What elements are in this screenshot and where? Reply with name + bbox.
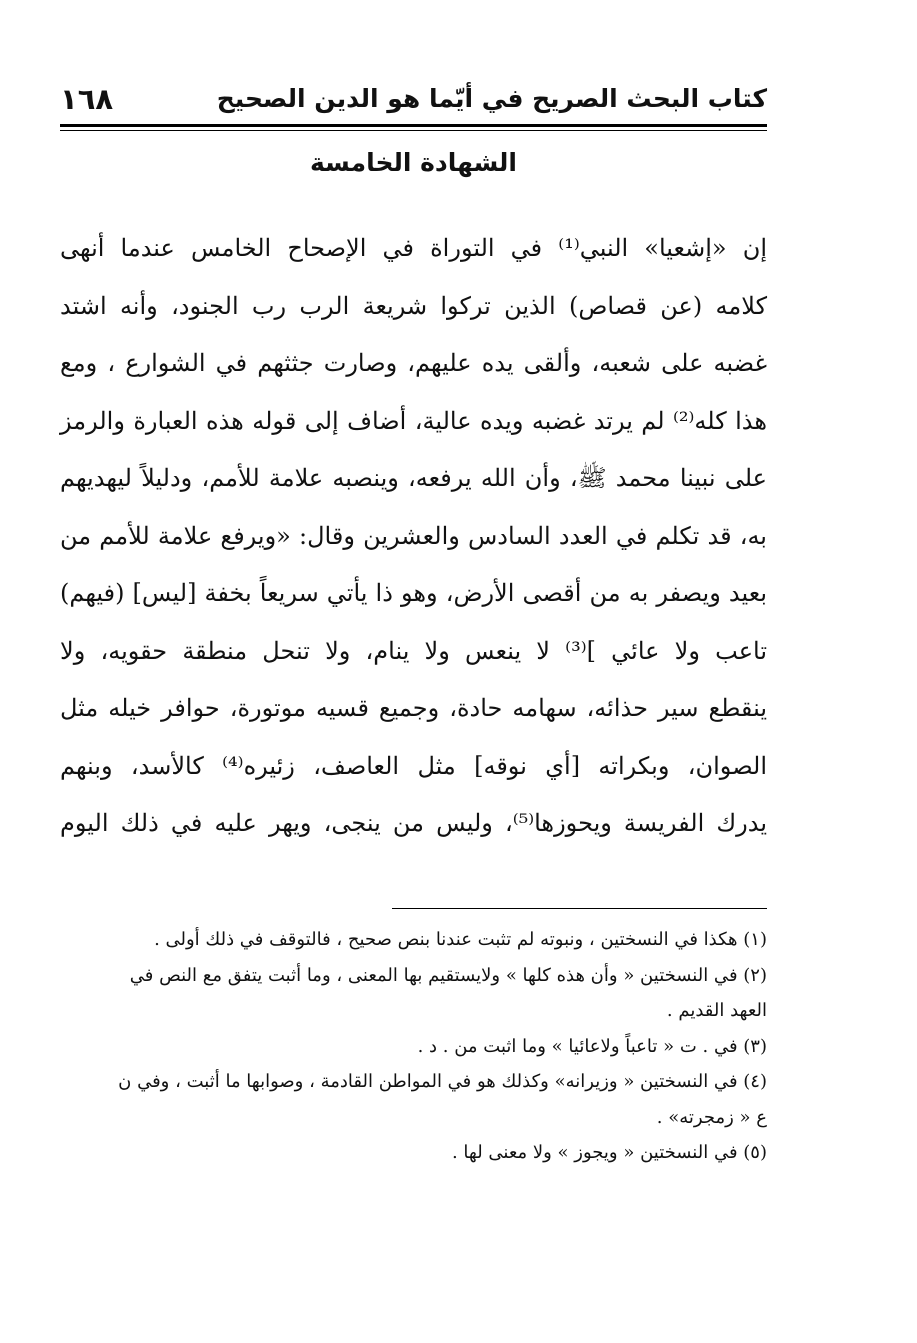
book-title: كتاب البحث الصريح في أيّما هو الدين الصحيح — [216, 84, 767, 113]
text-line: ينقطع سير حذائه، سهامه حادة، وجميع قسيه موتورة، حوافر خيله مثل — [60, 694, 767, 722]
text-line: هذا كله⁽²⁾ لم يرتد غضبه ويده عالية، أضاف إلى قوله هذه العبارة والرمز — [60, 406, 767, 435]
page-number: ١٦٨ — [60, 82, 114, 116]
text-line: به، قد تكلم في العدد السادس والعشرين وقال: «ويرفع علامة للأمم من — [60, 521, 767, 550]
main-text — [60, 220, 767, 853]
text-line: بعيد ويصفر به من أقصى الأرض، وهو ذا يأتي سريعاً بخفة [ليس] (فيهم) — [60, 579, 767, 607]
text-line: كلامه (عن قصاص) الذين تركوا شريعة الرب رب الجنود، وأنه اشتد — [60, 291, 767, 320]
text-line: غضبه على شعبه، وألقى يده عليهم، وصارت جثثهم في الشوارع ، ومع — [60, 349, 767, 377]
text-line: يدرك الفريسة ويحوزها⁽⁵⁾، وليس من ينجى، ويهر عليه في ذلك اليوم — [60, 809, 767, 837]
text-line: تاعب ولا عائي ]⁽³⁾ لا ينعس ولا ينام، ولا تنحل منطقة حقويه، ولا — [60, 636, 768, 665]
header-rule-thick — [60, 124, 767, 127]
footnote-line: العهد القديم . — [666, 1000, 767, 1021]
footnote-line: (٤) في النسختين « وزيرانه» وكذلك هو في المواطن القادمة ، وصوابها ما أثبت ، وفي ن — [118, 1071, 767, 1092]
header-rule-thin — [60, 130, 767, 131]
text-line: الصوان، وبكراته [أي نوقه] مثل العاصف، زئيره⁽⁴⁾ كالأسد، وبنهم — [60, 751, 767, 780]
running-header — [60, 82, 767, 122]
footnote-separator — [392, 908, 767, 909]
footnotes — [60, 922, 767, 1171]
footnote-line: (١) هكذا في النسختين ، ونبوته لم تثبت عندنا بنص صحيح ، فالتوقف في ذلك أولى . — [154, 929, 767, 950]
text-line: إن «إشعيا» النبي⁽¹⁾ في التوراة في الإصحاح الخامس عندما أنهى — [60, 234, 767, 262]
footnote-line: (٢) في النسختين « وأن هذه كلها » ولايستقيم بها المعنى ، وما أثبت يتفق مع النص في — [129, 964, 767, 986]
footnote-line: (٥) في النسختين « ويجوز » ولا معنى لها . — [451, 1142, 767, 1163]
section-title: الشهادة الخامسة — [309, 148, 518, 177]
footnote-line: (٣) في . ت « تاعباً ولاعائيا » وما اثبت من . د . — [417, 1035, 767, 1057]
text-line: على نبينا محمد ﷺ، وأن الله يرفعه، وينصبه علامة للأمم، ودليلاً ليهديهم — [60, 464, 767, 492]
footnote-line: ع « زمجرته» . — [656, 1106, 767, 1128]
